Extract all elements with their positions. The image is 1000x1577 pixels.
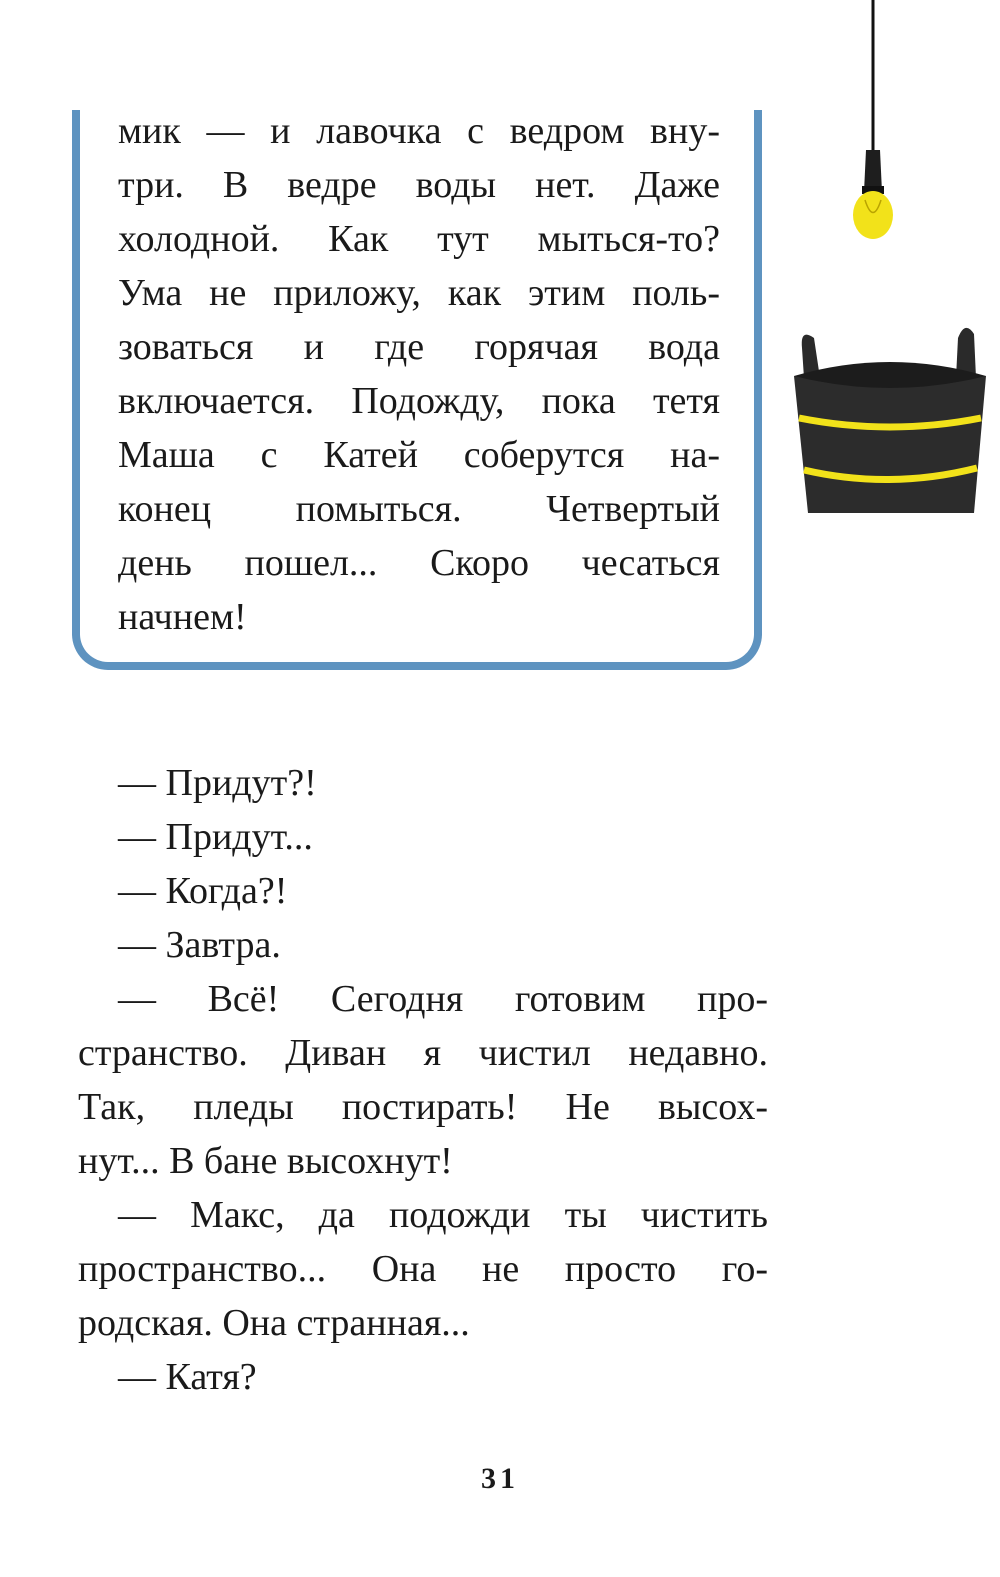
dialogue-line: — Когда?! [118, 870, 288, 912]
dialogue-line: странство. Диван я чистил недавно. [78, 1032, 768, 1074]
note-line: три. В ведре воды нет. Даже [118, 164, 720, 206]
wooden-tub-icon [790, 318, 990, 528]
note-text [118, 104, 720, 644]
dialogue-text [78, 756, 768, 1404]
light-bulb-icon [840, 0, 910, 250]
note-line: Ума не приложу, как этим поль- [118, 272, 720, 314]
page-number: 31 [481, 1462, 519, 1495]
dialogue-line: пространство... Она не просто го- [78, 1248, 768, 1290]
dialogue-line: — Придут?! [118, 762, 317, 804]
note-line: начнем! [118, 596, 247, 638]
note-line: мик — и лавочка с ведром вну- [118, 110, 720, 152]
note-line: холодной. Как тут мыться-то? [118, 218, 720, 260]
dialogue-line: — Завтра. [118, 924, 281, 966]
note-line: день пошел... Скоро чесаться [118, 542, 720, 584]
dialogue-line: нут... В бане высохнут! [78, 1140, 453, 1182]
note-line: включается. Подожду, пока тетя [118, 380, 720, 422]
dialogue-line: — Катя? [118, 1356, 257, 1398]
note-line: Маша с Катей соберутся на- [118, 434, 720, 476]
dialogue-line: родская. Она странная... [78, 1302, 470, 1344]
dialogue-line: — Всё! Сегодня готовим про- [118, 978, 768, 1020]
dialogue-line: — Макс, да подожди ты чистить [118, 1194, 768, 1236]
dialogue-line: Так, пледы постирать! Не высох- [78, 1086, 768, 1128]
dialogue-line: — Придут... [118, 816, 313, 858]
note-line: зоваться и где горячая вода [118, 326, 720, 368]
note-line: конец помыться. Четвертый [118, 488, 720, 530]
